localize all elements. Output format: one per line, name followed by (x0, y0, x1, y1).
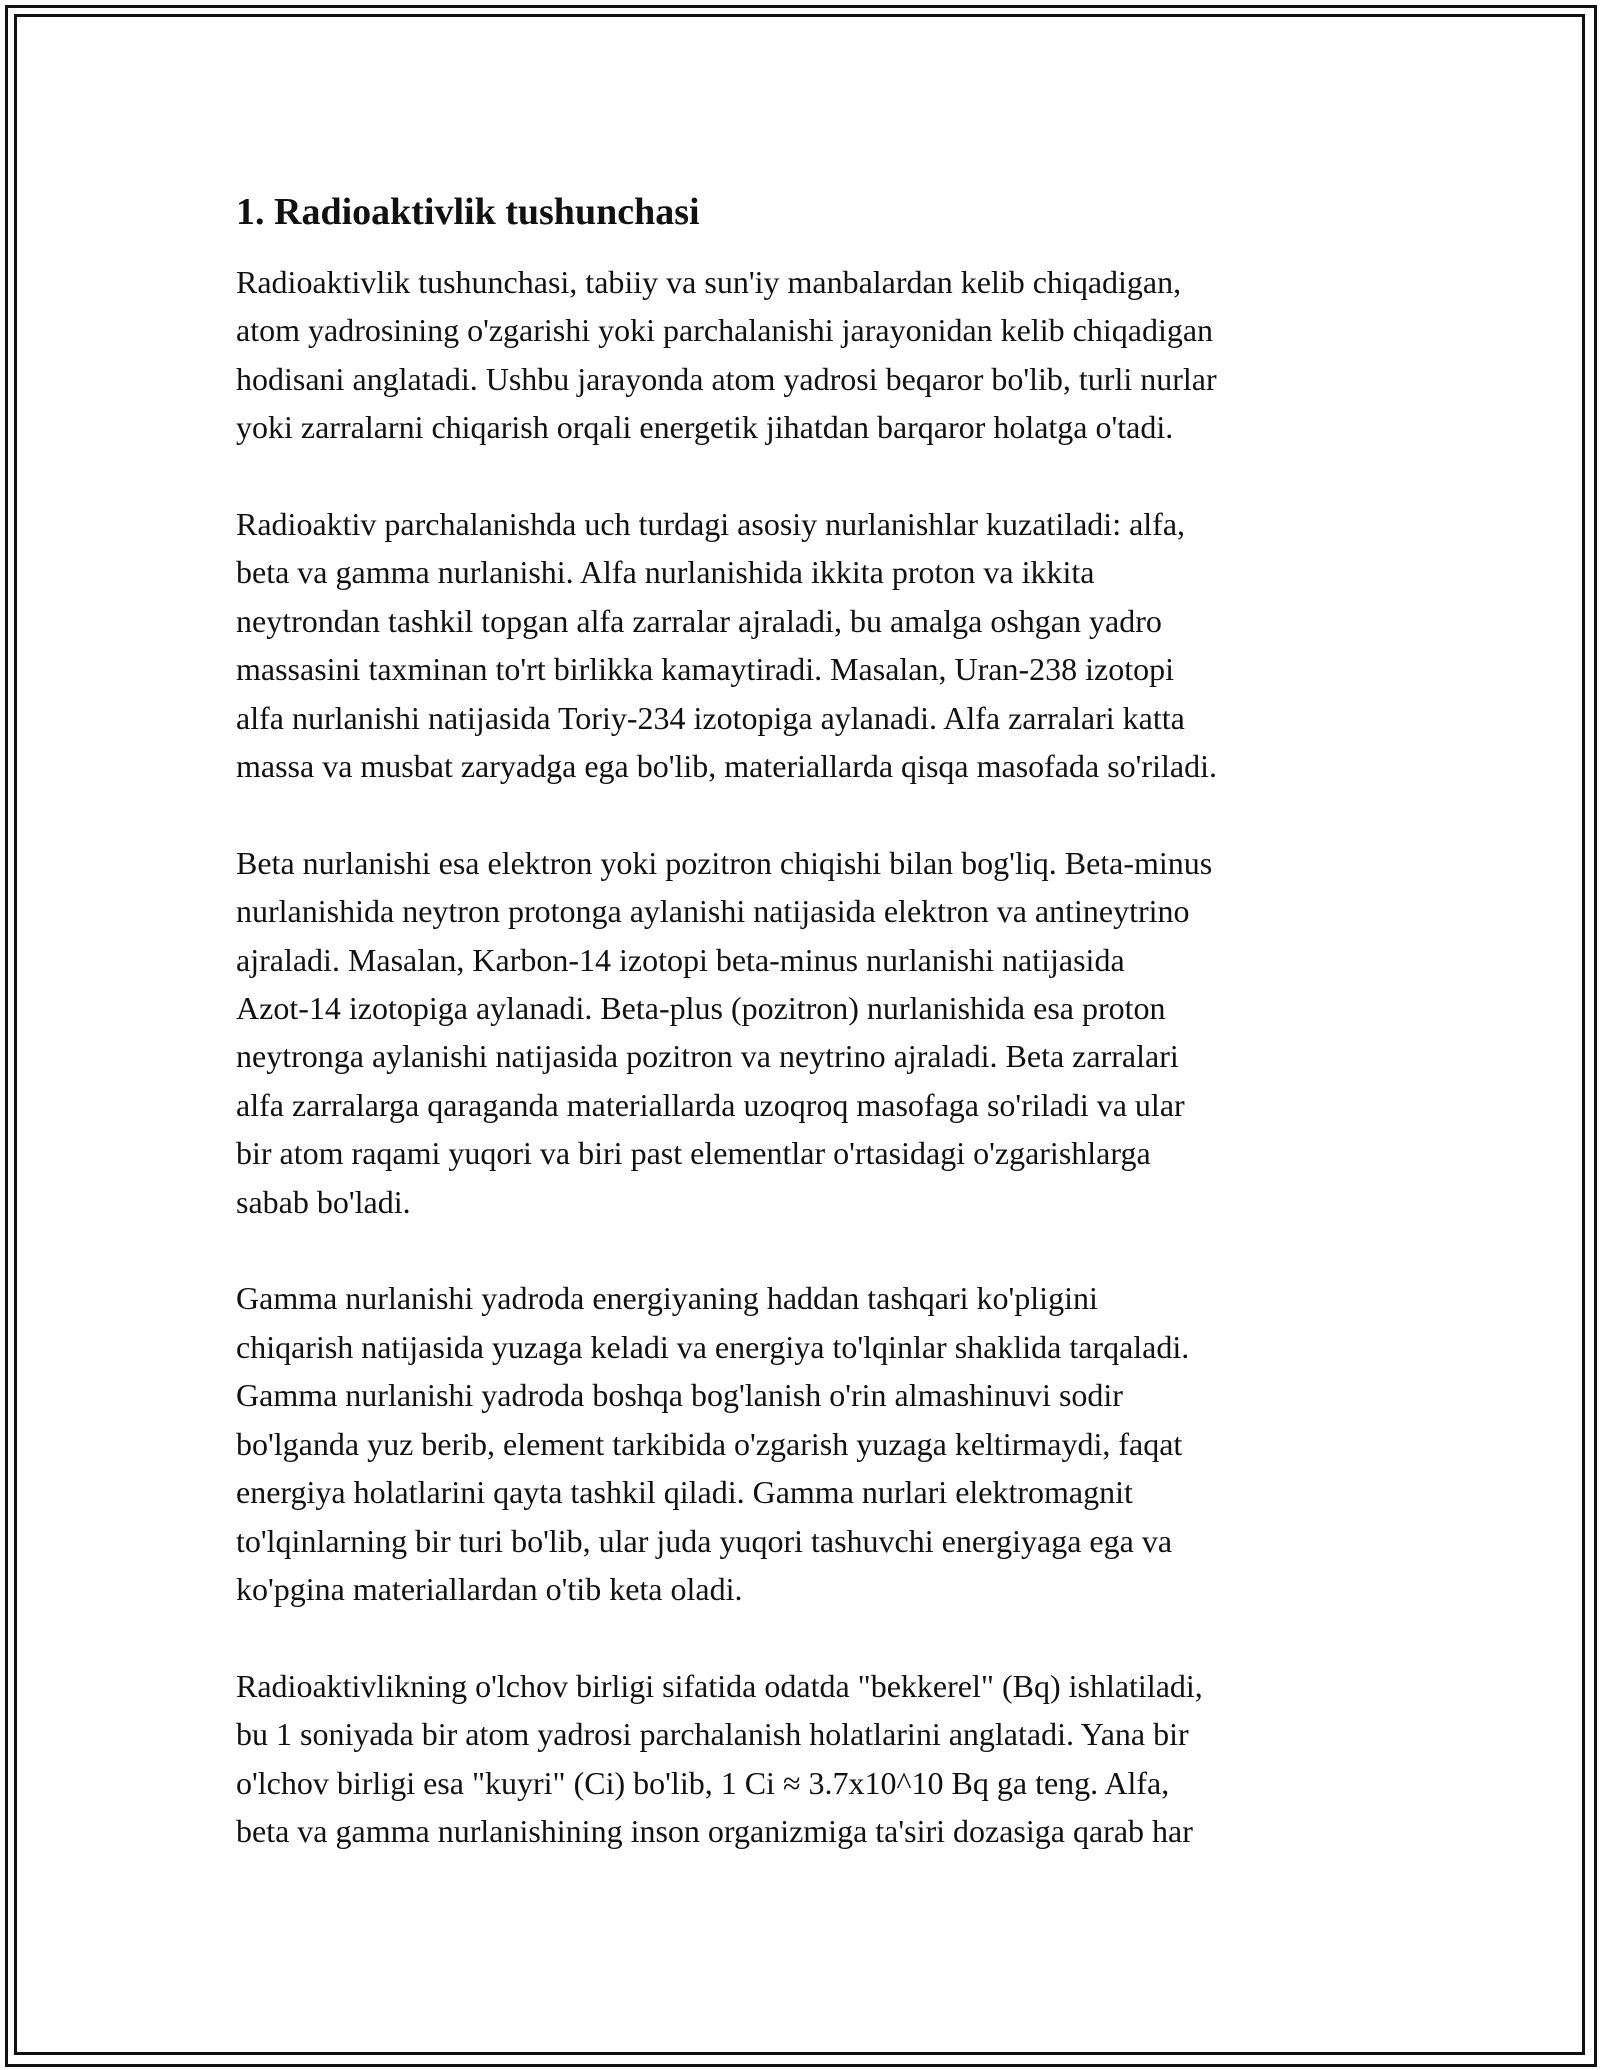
text-line: Azot-14 izotopiga aylanadi. Beta-plus (pozitron) nurlanishida esa proton (236, 990, 1166, 1027)
text-line: nurlanishida neytron protonga aylanishi natijasida elektron va antineytrino (236, 893, 1190, 930)
text-line: Gamma nurlanishi yadroda energiyaning haddan tashqari ko'pligini (236, 1280, 1098, 1317)
text-line: bir atom raqami yuqori va biri past elementlar o'rtasidagi o'zgarishlarga (236, 1135, 1151, 1172)
text-line: bu 1 soniyada bir atom yadrosi parchalanish holatlarini anglatadi. Yana bir (236, 1716, 1189, 1753)
text-line: alfa zarralarga qaraganda materiallarda uzoqroq masofaga so'riladi va ular (236, 1086, 1185, 1123)
paragraph-4 (236, 1274, 1386, 1613)
text-line: chiqarish natijasida yuzaga keladi va energiya to'lqinlar shaklida tarqaladi. (236, 1328, 1190, 1365)
paragraph-5 (236, 1662, 1386, 1856)
paragraph-2 (236, 500, 1386, 790)
text-line: neytrondan tashkil topgan alfa zarralar ajraladi, bu amalga oshgan yadro (236, 602, 1162, 639)
text-line: massa va musbat zaryadga ega bo'lib, materiallarda qisqa masofada so'riladi. (236, 748, 1217, 785)
text-line: Beta nurlanishi esa elektron yoki pozitron chiqishi bilan bog'liq. Beta-minus (236, 844, 1213, 881)
text-line: o'lchov birligi esa "kuyri" (Ci) bo'lib, 1 Ci ≈ 3.7x10^10 Bq ga teng. Alfa, (236, 1764, 1170, 1801)
text-line: ko'pgina materiallardan o'tib keta oladi. (236, 1570, 743, 1607)
text-line: Radioaktivlik tushunchasi, tabiiy va sun'iy manbalardan kelib chiqadigan, (236, 264, 1182, 300)
text-line: Gamma nurlanishi yadroda boshqa bog'lanish o'rin almashinuvi sodir (236, 1377, 1123, 1414)
text-line: bo'lganda yuz berib, element tarkibida o'zgarish yuzaga keltirmaydi, faqat (236, 1425, 1183, 1462)
text-line: ajraladi. Masalan, Karbon-14 izotopi beta-minus nurlanishi natijasida (236, 941, 1125, 978)
document-body (236, 186, 1386, 1904)
text-line: sabab bo'ladi. (236, 1183, 411, 1220)
text-line: beta va gamma nurlanishi. Alfa nurlanishida ikkita proton va ikkita (236, 554, 1095, 591)
text-line: atom yadrosining o'zgarishi yoki parchalanishi jarayonidan kelib chiqadigan (236, 312, 1214, 349)
text-line: massasini taxminan to'rt birlikka kamaytiradi. Masalan, Uran-238 izotopi (236, 651, 1174, 688)
text-line: beta va gamma nurlanishining inson organizmiga ta'siri dozasiga qarab har (236, 1812, 1193, 1849)
text-line: neytronga aylanishi natijasida pozitron va neytrino ajraladi. Beta zarralari (236, 1038, 1179, 1075)
text-line: yoki zarralarni chiqarish orqali energetik jihatdan barqaror holatga o'tadi. (236, 409, 1174, 446)
paragraph-3 (236, 839, 1386, 1226)
text-line: Radioaktiv parchalanishda uch turdagi asosiy nurlanishlar kuzatiladi: alfa, (236, 506, 1186, 543)
text-line: hodisani anglatadi. Ushbu jarayonda atom yadrosi beqaror bo'lib, turli nurlar (236, 360, 1217, 397)
text-line: alfa nurlanishi natijasida Toriy-234 izotopiga aylanadi. Alfa zarralari katta (236, 699, 1185, 736)
text-line: Radioaktivlikning o'lchov birligi sifatida odatda "bekkerel" (Bq) ishlatiladi, (236, 1667, 1203, 1704)
text-line: to'lqinlarning bir turi bo'lib, ular juda yuqori tashuvchi energiyaga ega va (236, 1522, 1173, 1559)
section-heading: 1. Radioaktivlik tushunchasi (236, 191, 700, 233)
text-line: energiya holatlarini qayta tashkil qiladi. Gamma nurlari elektromagnit (236, 1474, 1133, 1511)
paragraph-1 (236, 258, 1386, 452)
